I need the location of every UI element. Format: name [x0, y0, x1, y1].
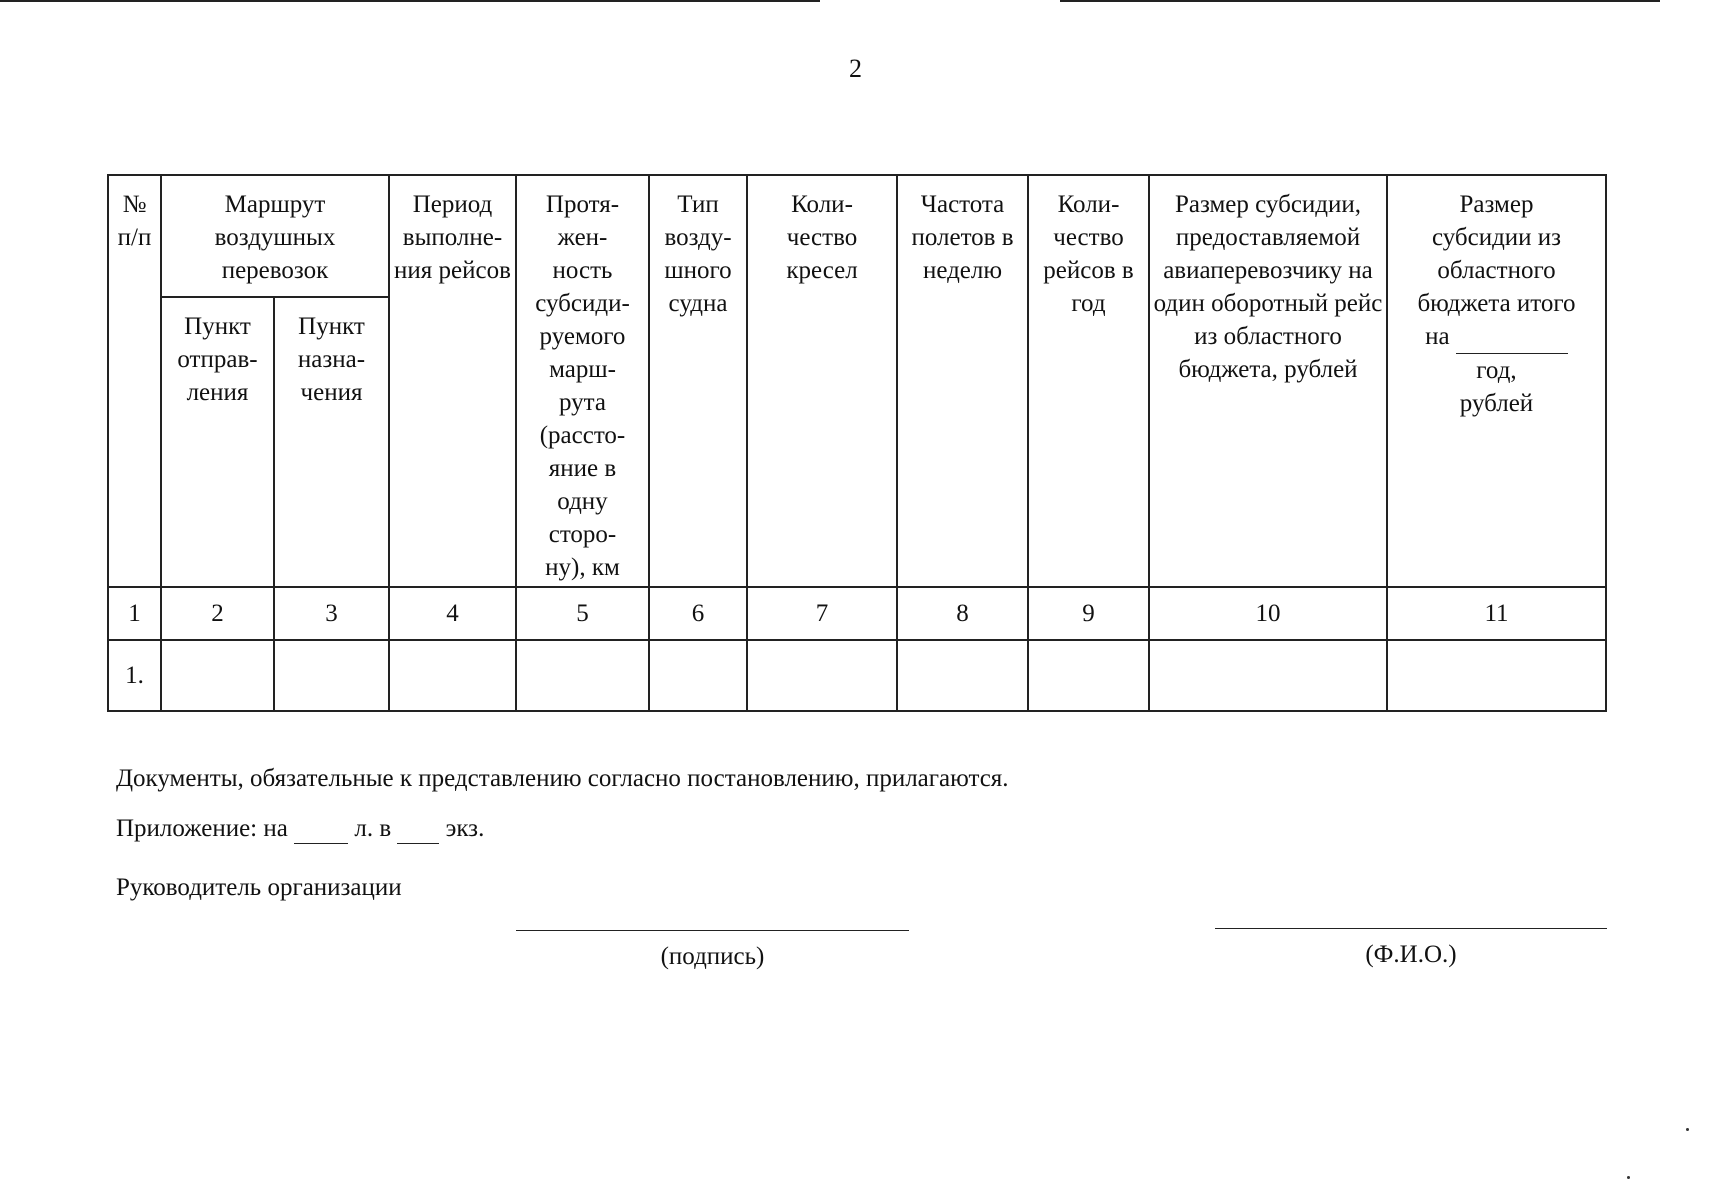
scan-edge-line — [0, 0, 820, 2]
signature-line — [516, 930, 909, 931]
table-cell[interactable] — [389, 640, 516, 711]
name-line — [1215, 928, 1607, 929]
name-caption: (Ф.И.О.) — [1365, 941, 1457, 968]
table-cell[interactable] — [897, 640, 1028, 711]
column-number: 11 — [1387, 587, 1606, 640]
appendix-label: Приложение: на — [116, 815, 288, 842]
header-subsidy-total-text: Размер субсидии из областного бюджета итого — [1417, 191, 1576, 317]
header-destination: Пункт назна-чения — [274, 297, 389, 587]
header-subsidy-total — [1387, 175, 1606, 587]
appendix-end: экз. — [445, 815, 485, 842]
head-of-organization-label: Руководитель организации — [116, 874, 402, 901]
column-number: 9 — [1028, 587, 1149, 640]
row-number: 1. — [108, 640, 161, 711]
documents-note: Документы, обязательные к представлению согласно постановлению, прилагаются. — [116, 765, 1009, 792]
header-frequency: Частота полетов в неделю — [897, 175, 1028, 587]
header-subsidy-total-na: на — [1425, 323, 1450, 350]
table-cell[interactable] — [1387, 640, 1606, 711]
column-number: 2 — [161, 587, 274, 640]
table-cell[interactable] — [1028, 640, 1149, 711]
copies-blank — [397, 815, 439, 844]
column-number: 1 — [108, 587, 161, 640]
column-number: 8 — [897, 587, 1028, 640]
column-number: 7 — [747, 587, 897, 640]
subsidy-table — [107, 174, 1607, 712]
table-cell[interactable] — [747, 640, 897, 711]
header-route: Маршрут воздушных перевозок — [161, 175, 389, 297]
header-length: Протя-жен-ность субсиди-руемого марш-рута (рассто-яние в одну сторо-ну), км — [516, 175, 649, 587]
column-number: 4 — [389, 587, 516, 640]
scan-edge-line — [1060, 0, 1660, 2]
column-number: 5 — [516, 587, 649, 640]
table-cell[interactable] — [161, 640, 274, 711]
table-cell[interactable] — [649, 640, 747, 711]
table-cell[interactable] — [1149, 640, 1387, 711]
table-row — [108, 640, 1606, 711]
header-subsidy-total-year: год, — [1476, 357, 1517, 384]
appendix-mid: л. в — [354, 815, 392, 842]
header-num: № п/п — [108, 175, 161, 587]
header-subsidy-per-flight: Размер субсидии, предоставляемой авиаперевозчику на один оборотный рейс из областного бюджета, рублей — [1149, 175, 1387, 587]
column-number: 6 — [649, 587, 747, 640]
column-number: 3 — [274, 587, 389, 640]
table-cell[interactable] — [516, 640, 649, 711]
column-number: 10 — [1149, 587, 1387, 640]
column-number-row — [108, 587, 1606, 640]
header-departure: Пункт отправ-ления — [161, 297, 274, 587]
appendix-line — [116, 815, 484, 844]
year-blank — [1456, 320, 1568, 354]
header-flights-year: Коли-чество рейсов в год — [1028, 175, 1149, 587]
header-subsidy-total-unit: рублей — [1459, 390, 1534, 417]
table-cell[interactable] — [274, 640, 389, 711]
page-number: 2 — [849, 54, 862, 83]
scan-speck — [1627, 1176, 1630, 1179]
header-aircraft: Тип возду-шного судна — [649, 175, 747, 587]
sheets-blank — [294, 815, 348, 844]
header-period: Период выполне-ния рейсов — [389, 175, 516, 587]
signature-caption: (подпись) — [660, 943, 765, 970]
scan-speck — [1686, 1128, 1689, 1131]
header-seats: Коли-чество кресел — [747, 175, 897, 587]
